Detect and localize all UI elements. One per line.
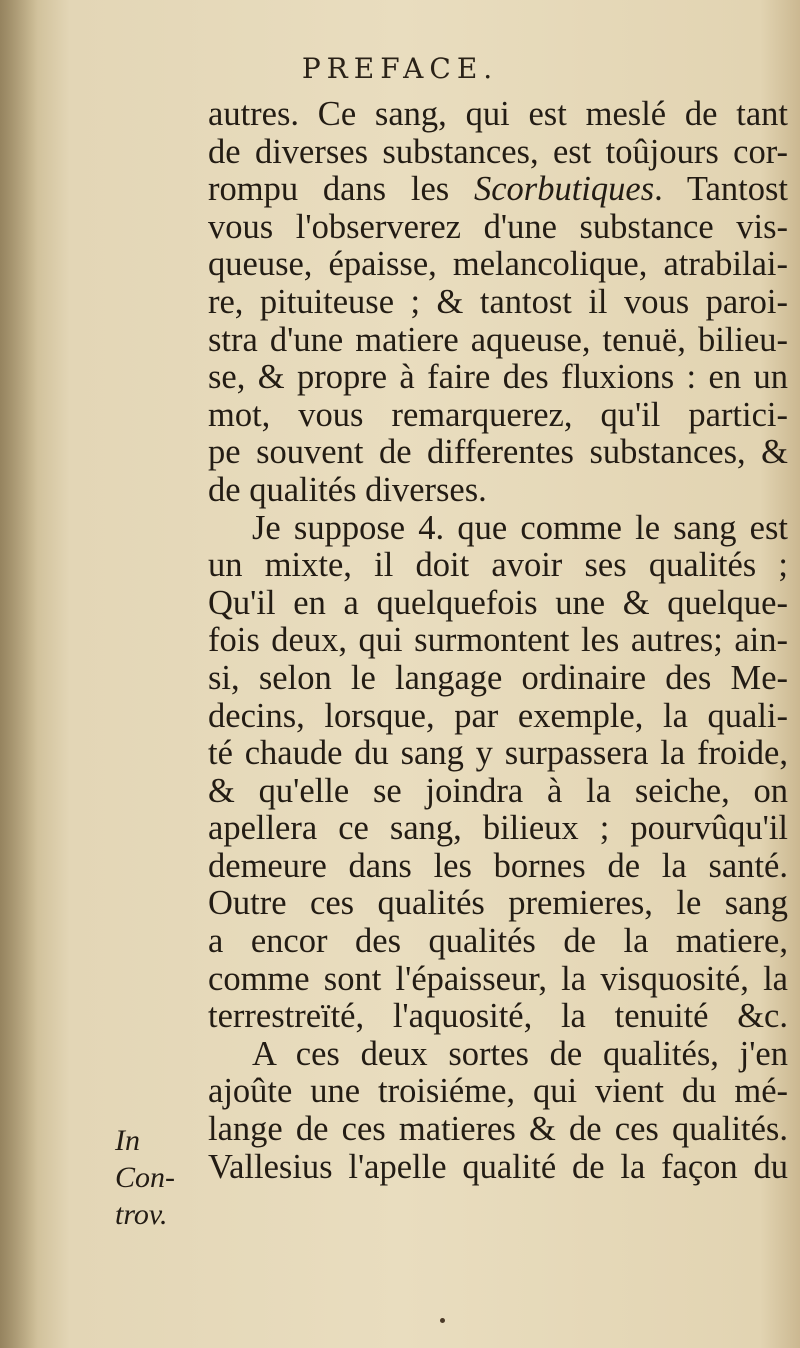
text-line: queuse, épaisse, melancolique, atrabilai-	[208, 245, 788, 284]
italic-word: Scorbutiques	[473, 170, 655, 209]
text-line: Je suppose 4. que comme le sang est	[252, 508, 788, 547]
text-line: & qu'elle se joindra à la seiche, on	[208, 771, 788, 810]
text-line: un mixte, il doit avoir ses qualités ;	[208, 546, 788, 585]
body-text	[208, 96, 788, 1186]
text-line: vous l'observerez d'une substance vis-	[208, 207, 788, 246]
text-line: Vallesius l'apelle qualité de la façon du	[208, 1147, 788, 1186]
margin-note	[115, 1122, 195, 1233]
text-line: apellera ce sang, bilieux ; pourvûqu'il	[208, 809, 788, 848]
text-line: Outre ces qualités premieres, le sang	[208, 884, 788, 923]
text-line: re, pituiteuse ; & tantost il vous paroi-	[208, 282, 788, 321]
text-line: terrestreïté, l'aquosité, la tenuité &c.	[208, 997, 788, 1036]
text-line: a encor des qualités de la matiere,	[208, 922, 788, 961]
margin-note-line: Con-	[115, 1161, 175, 1194]
text-line: si, selon le langage ordinaire des Me-	[208, 658, 788, 697]
text-line: fois deux, qui surmontent les autres; ain-	[208, 621, 788, 660]
text-line: A ces deux sortes de qualités, j'en	[252, 1034, 788, 1073]
text-line: demeure dans les bornes de la santé.	[208, 846, 788, 885]
text-line: se, & propre à faire des fluxions : en un	[208, 358, 788, 397]
text-line: rompu dans les Scorbutiques. Tantost	[208, 170, 788, 209]
text-line: Qu'il en a quelquefois une & quelque-	[208, 583, 788, 622]
page-fold-shadow	[0, 0, 38, 1348]
text-line: de diverses substances, est toûjours cor-	[208, 132, 788, 171]
text-line: de qualités diverses.	[208, 470, 487, 509]
margin-note-line: trov.	[115, 1198, 168, 1231]
text-line: ajoûte une troisiéme, qui vient du mé-	[208, 1072, 788, 1111]
text-line: autres. Ce sang, qui est meslé de tant	[208, 95, 788, 133]
margin-note-line: In	[115, 1124, 140, 1157]
text-line: mot, vous remarquerez, qu'il partici-	[208, 395, 788, 434]
text-line: té chaude du sang y surpassera la froide,	[208, 734, 788, 773]
text-line: pe souvent de differentes substances, &	[208, 433, 788, 472]
running-head: PREFACE.	[301, 52, 499, 85]
text-line: comme sont l'épaisseur, la visquosité, la	[208, 959, 788, 998]
text-line: decins, lorsque, par exemple, la quali-	[208, 696, 788, 735]
text-line: stra d'une matiere aqueuse, tenuë, bilieu-	[208, 320, 788, 359]
text-line: lange de ces matieres & de ces qualités.	[208, 1110, 788, 1149]
ink-speck	[440, 1318, 445, 1323]
